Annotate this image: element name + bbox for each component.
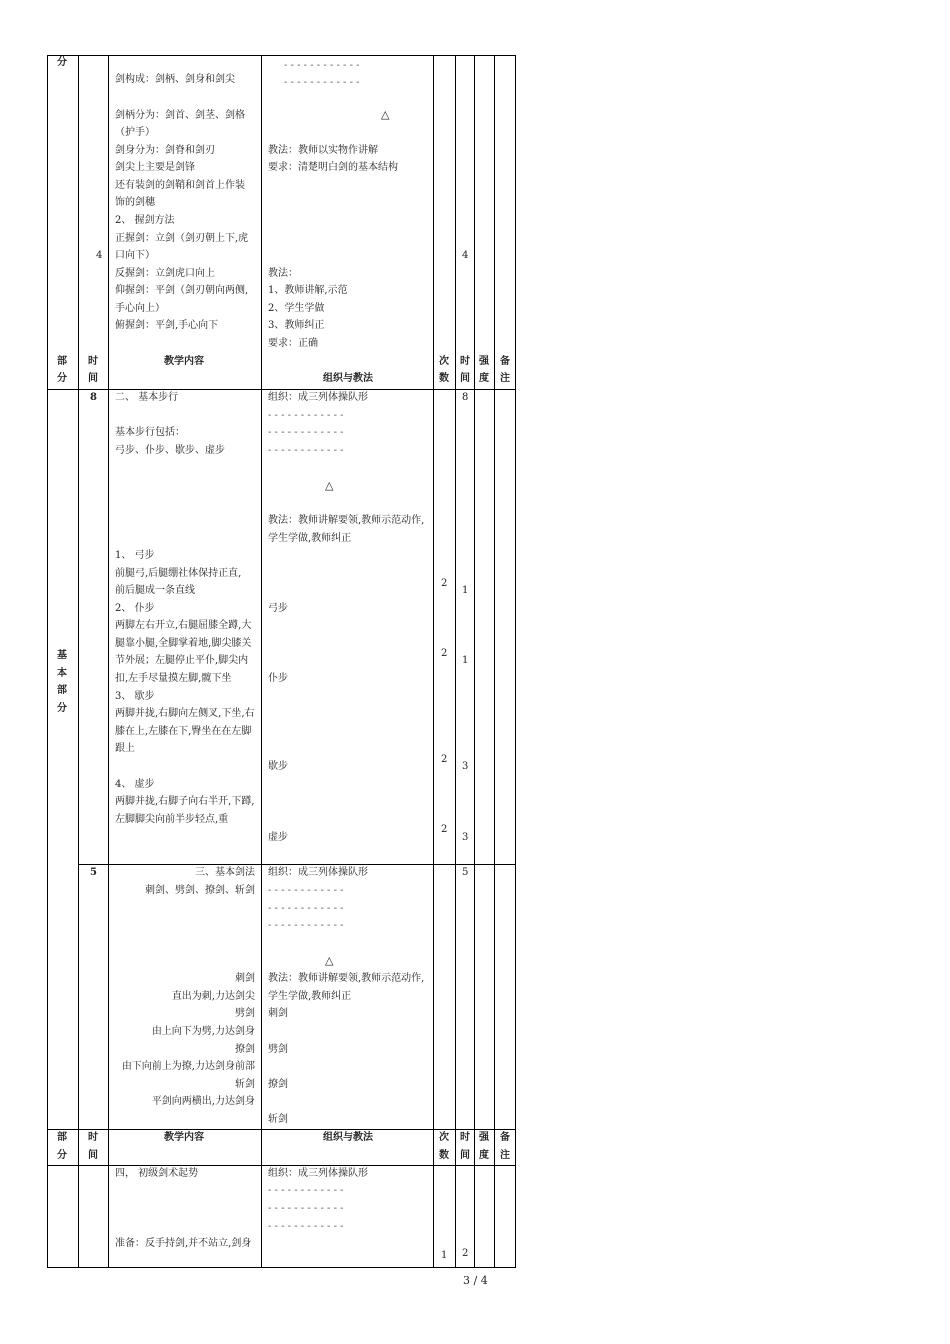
content-line: 四， 初级剑术起势 [115,1168,199,1179]
org-step: 弓步 [268,603,288,614]
content-line: 正握剑：立剑（剑刃朝上下,虎 [115,233,249,244]
content-line: 2、 仆步 [115,603,155,614]
part-label: 本 [57,668,67,679]
content-line: 扣,左手尽量摸左脚,髋下坐 [115,673,232,684]
content-line: 三、基本剑法 [195,867,255,878]
grid-line [474,55,475,1268]
content-line: 仰握剑：平剑（剑刃朝向两侧, [115,285,249,296]
header-intensity: 度 [479,373,489,384]
grid-line [47,1267,516,1268]
org-line: 学生学做,教师纠正 [268,991,352,1002]
time-value: 4 [96,250,103,261]
header-part: 分 [57,1150,67,1161]
time-value: 2 [462,1248,469,1259]
formation-dots: - - - - - - - - - - - - [268,920,344,931]
teacher-triangle-icon: △ [325,479,334,492]
time-value: 1 [462,655,469,666]
header-intensity: 强 [479,356,489,367]
content-line: 两脚左右开立,右腿屈膝全蹲,大 [115,620,252,631]
content-line: 基本步行包括： [115,427,185,438]
content-line: 膝在上,左膝在下,臀坐在在左脚 [115,726,252,737]
content-line: 俯握剑：平剑,手心向下 [115,320,219,331]
time-value: 8 [462,392,469,403]
header-org: 组织与教法 [323,373,373,384]
content-line: 剑柄分为：剑首、剑茎、剑格 [115,110,245,121]
formation-dots: - - - - - - - - - - - - [268,885,344,896]
part-label: 基 [57,650,67,661]
header-notes: 注 [500,373,510,384]
header-time: 间 [88,373,98,384]
count-value: 2 [441,648,448,659]
org-line: 2、学生学做 [268,303,325,314]
content-line: 两脚并拢,右脚向左侧叉,下坐,右 [115,708,255,719]
grid-line [108,55,109,1268]
org-line: 学生学做,教师纠正 [268,533,352,544]
formation-dots: - - - - - - - - - - - - [268,1221,344,1232]
grid-line [494,55,495,1268]
content-line: 腿靠小腿,全脚掌着地,脚尖膝关 [115,638,252,649]
time-value: 3 [462,761,469,772]
header-count: 次 [439,356,449,367]
org-line: 要求：正确 [268,338,318,349]
org-title: 组织：成三列体操队形 [268,867,368,878]
count-value: 2 [441,578,448,589]
header-count: 数 [439,373,449,384]
content-line: 准备：反手持剑,并不站立,剑身 [115,1238,252,1249]
content-line: 剑尖上主要是剑锋 [115,162,195,173]
content-line: 1、 弓步 [115,550,155,561]
content-line: 二、 基本步行 [115,392,179,403]
org-title: 组织：成三列体操队形 [268,392,368,403]
content-line: 前腿弓,后腿绷社体保持正直, [115,568,242,579]
org-step: 仆步 [268,673,288,684]
formation-dots: - - - - - - - - - - - - [268,427,344,438]
content-line: 4、 虚步 [115,779,155,790]
page-number: 3 / 4 [463,1274,488,1287]
content-line: 剑构成：剑柄、剑身和剑尖 [115,74,235,85]
header-part: 部 [57,356,67,367]
header-count: 次 [439,1132,449,1143]
count-value: 2 [441,754,448,765]
header-time2: 时 [460,356,470,367]
formation-dots: - - - - - - - - - - - - [284,77,360,88]
org-line: 要求：清楚明白剑的基本结构 [268,162,398,173]
grid-line [47,55,48,1268]
org-line: 1、教师讲解,示范 [268,285,348,296]
org-title: 组织：成三列体操队形 [268,1168,368,1179]
content-line: 左脚脚尖向前半步轻点,重 [115,814,229,825]
count-value: 1 [441,1250,448,1261]
formation-dots: - - - - - - - - - - - - [284,60,360,71]
grid-line [78,55,79,1268]
part-cell: 分 [57,57,67,68]
count-value: 2 [441,824,448,835]
content-line: 2、 握剑方法 [115,215,175,226]
header-content: 教学内容 [164,356,204,367]
part-label: 分 [57,703,67,714]
grid-line [433,55,434,1268]
org-step: 歇步 [268,761,288,772]
header-notes: 注 [500,1150,510,1161]
header-time: 时 [88,1132,98,1143]
header-time2: 间 [460,373,470,384]
header-time2: 时 [460,1132,470,1143]
org-line: 教法： [268,268,298,279]
header-time2: 间 [460,1150,470,1161]
org-line: 教法：教师以实物作讲解 [268,145,378,156]
content-line: 平剑向两横出,力达剑身 [151,1096,255,1107]
grid-line [261,55,262,1268]
content-line: 劈剑 [235,1008,255,1019]
content-line: 手心向上） [115,303,165,314]
header-notes: 备 [500,356,510,367]
formation-dots: - - - - - - - - - - - - [268,1203,344,1214]
header-intensity: 强 [479,1132,489,1143]
org-step: 虚步 [268,832,288,843]
org-technique: 撩剑 [268,1079,288,1090]
header-intensity: 度 [479,1150,489,1161]
content-line: 两脚并拢,右脚子向右半开,下蹲, [115,796,255,807]
org-technique: 斩剑 [268,1114,288,1125]
header-notes: 备 [500,1132,510,1143]
formation-dots: - - - - - - - - - - - - [268,903,344,914]
content-line: 直出为刺,力达剑尖 [171,991,255,1002]
content-line: 刺剑、劈剑、撩剑、斩剑 [145,885,255,896]
formation-dots: - - - - - - - - - - - - [268,410,344,421]
teacher-triangle-icon: △ [381,108,390,121]
content-line: 饰的剑穗 [115,197,155,208]
content-line: 3、 歇步 [115,691,155,702]
content-line: 节外展；左腿停止平仆,脚尖内 [115,655,249,666]
header-part: 分 [57,373,67,384]
content-line: 跟上 [115,743,135,754]
content-line: 反握剑：立剑虎口向上 [115,268,215,279]
header-org: 组织与教法 [323,1132,373,1143]
content-line: 刺剑 [235,973,255,984]
content-line: （护手） [115,127,155,138]
header-content: 教学内容 [164,1132,204,1143]
time-value: 1 [462,585,469,596]
org-technique: 劈剑 [268,1044,288,1055]
part-label: 部 [57,685,67,696]
grid-line [515,55,516,1268]
content-line: 剑身分为：剑脊和剑刃 [115,145,215,156]
header-time: 间 [88,1150,98,1161]
teacher-triangle-icon: △ [325,954,334,967]
content-line: 由下向前上为撩,力达剑身前部 [121,1061,255,1072]
content-line: 撩剑 [235,1044,255,1055]
org-technique: 刺剑 [268,1008,288,1019]
grid-line [455,55,456,1268]
formation-dots: - - - - - - - - - - - - [268,445,344,456]
content-line: 由上向下为劈,力达剑身 [151,1026,255,1037]
content-line: 口向下） [115,250,155,261]
content-line: 还有装剑的剑鞘和剑首上作装 [115,180,245,191]
content-line: 前后腿成一条直线 [115,585,195,596]
org-line: 3、教师纠正 [268,320,325,331]
time-value: 5 [90,867,97,878]
formation-dots: - - - - - - - - - - - - [268,1185,344,1196]
time-value: 8 [90,392,97,403]
time-value: 3 [462,832,469,843]
header-time: 时 [88,356,98,367]
header-count: 数 [439,1150,449,1161]
time-value: 5 [462,867,469,878]
grid-line [47,55,516,56]
content-line: 弓步、仆步、歇步、虚步 [115,445,225,456]
time-value: 4 [462,250,469,261]
content-line: 斩剑 [235,1079,255,1090]
header-part: 部 [57,1132,67,1143]
org-line: 教法：教师讲解要领,教师示范动作, [268,973,425,984]
org-line: 教法：教师讲解要领,教师示范动作, [268,515,425,526]
